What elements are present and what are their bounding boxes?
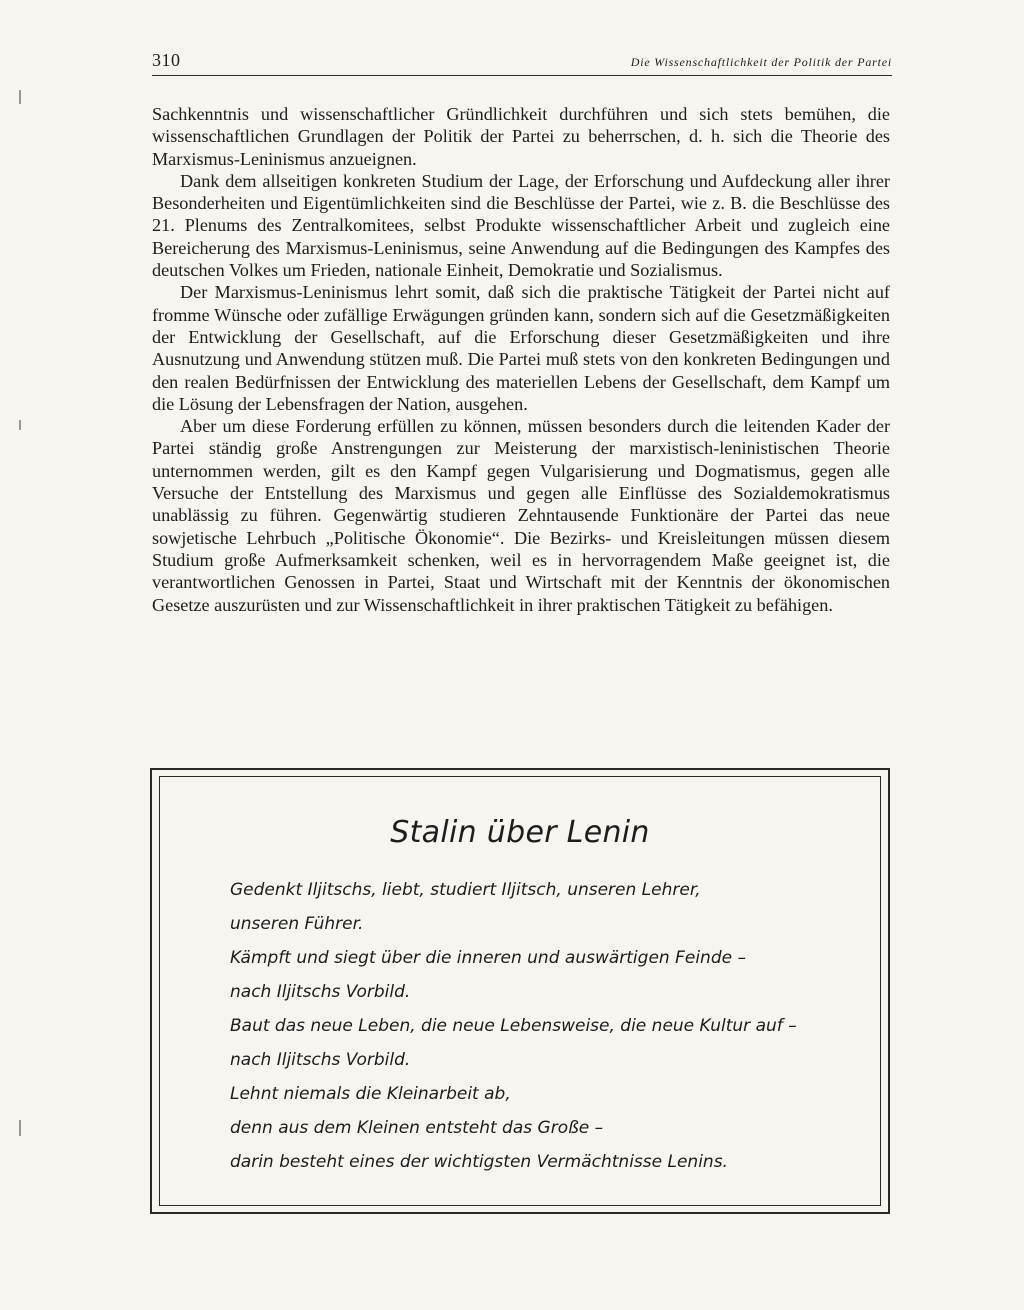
quote-line: Lehnt niemals die Kleinarbeit ab, — [230, 1084, 511, 1104]
scan-edge-mark — [19, 1120, 21, 1136]
quote-box-inner-border — [159, 776, 881, 1206]
body-text — [152, 103, 890, 616]
paragraph: Dank dem allseitigen konkreten Studium der Lage, der Erforschung und Aufdeckung aller ihrer Besonderheiten und Eigentümlichkeiten sind die Beschlüsse der Partei, wie z. B. die Beschlüsse des 21. Plenums des Zentralkomitees, selbst Produkte wissenschaftlicher Arbeit und zugleich eine Bereicherung des Marxismus-Leninismus, seine Anwendung auf die Bedingungen des Kampfes des deutschen Volkes um Frieden, nationale Einheit, Demokratie und Sozialismus. — [152, 170, 890, 281]
quote-line: darin besteht eines der wichtigsten Vermächtnisse Lenins. — [230, 1152, 728, 1172]
scan-edge-mark — [19, 90, 21, 104]
paragraph: Sachkenntnis und wissenschaftlicher Gründlichkeit durchführen und sich stets bemühen, die wissenschaftlichen Grundlagen der Politik der Partei zu beherrschen, d. h. sich die Theorie des Marxismus-Leninismus anzueignen. — [152, 104, 890, 169]
running-head: Die Wissenschaftlichkeit der Politik der Partei — [630, 55, 892, 69]
quote-line: nach Iljitschs Vorbild. — [230, 1050, 411, 1070]
quote-title: Stalin über Lenin — [390, 815, 650, 850]
quote-box — [150, 768, 890, 1214]
paragraph: Der Marxismus-Leninismus lehrt somit, daß sich die praktische Tätigkeit der Partei nicht auf fromme Wünsche oder zufällige Erwägungen gründen kann, sondern sich auf die Gesetzmäßigkeiten der Entwicklung der Gesellschaft, auf die Erforschung dieser Gesetzmäßigkeiten und ihre Ausnutzung und Anwendung stützen muß. Die Partei muß stets von den konkreten Bedingungen und den realen Bedürfnissen der Entwicklung des materiellen Lebens der Gesellschaft, dem Kampf um die Lösung der Lebensfragen der Nation, ausgehen. — [152, 282, 890, 414]
quote-line: Gedenkt Iljitschs, liebt, studiert Iljitsch, unseren Lehrer, — [230, 880, 701, 900]
quote-line: nach Iljitschs Vorbild. — [230, 982, 411, 1002]
page-number: 310 — [152, 50, 181, 70]
quote-line: Kämpft und siegt über die inneren und auswärtigen Feinde – — [230, 948, 746, 968]
header-rule — [152, 75, 892, 76]
page-header — [152, 50, 892, 76]
quote-line: Baut das neue Leben, die neue Lebensweise, die neue Kultur auf – — [230, 1016, 797, 1036]
scan-edge-mark — [19, 420, 21, 430]
quote-line: denn aus dem Kleinen entsteht das Große – — [230, 1118, 604, 1138]
quote-lines — [230, 873, 810, 1179]
paragraph: Aber um diese Forderung erfüllen zu können, müssen besonders durch die leitenden Kader der Partei ständig große Anstrengungen zur Meisterung der marxistisch-leninistischen Theorie unternommen werden, gilt es den Kampf gegen Vulgarisierung und Dogmatismus, gegen alle Versuche der Entstellung des Marxismus und gegen alle Einflüsse des Sozialdemokratismus unablässig zu führen. Gegenwärtig studieren Zehntausende Funktionäre der Partei das neue sowjetische Lehrbuch „Politische Ökonomie“. Die Bezirks- und Kreisleitungen müssen diesem Studium große Aufmerksamkeit schenken, weil es in hervorragendem Maße geeignet ist, die verantwortlichen Genossen in Partei, Staat und Wirtschaft mit der Kenntnis der ökonomischen Gesetze auszurüsten und zur Wissenschaftlichkeit in ihrer praktischen Tätigkeit zu befähigen. — [152, 416, 890, 615]
quote-line: unseren Führer. — [230, 914, 364, 934]
